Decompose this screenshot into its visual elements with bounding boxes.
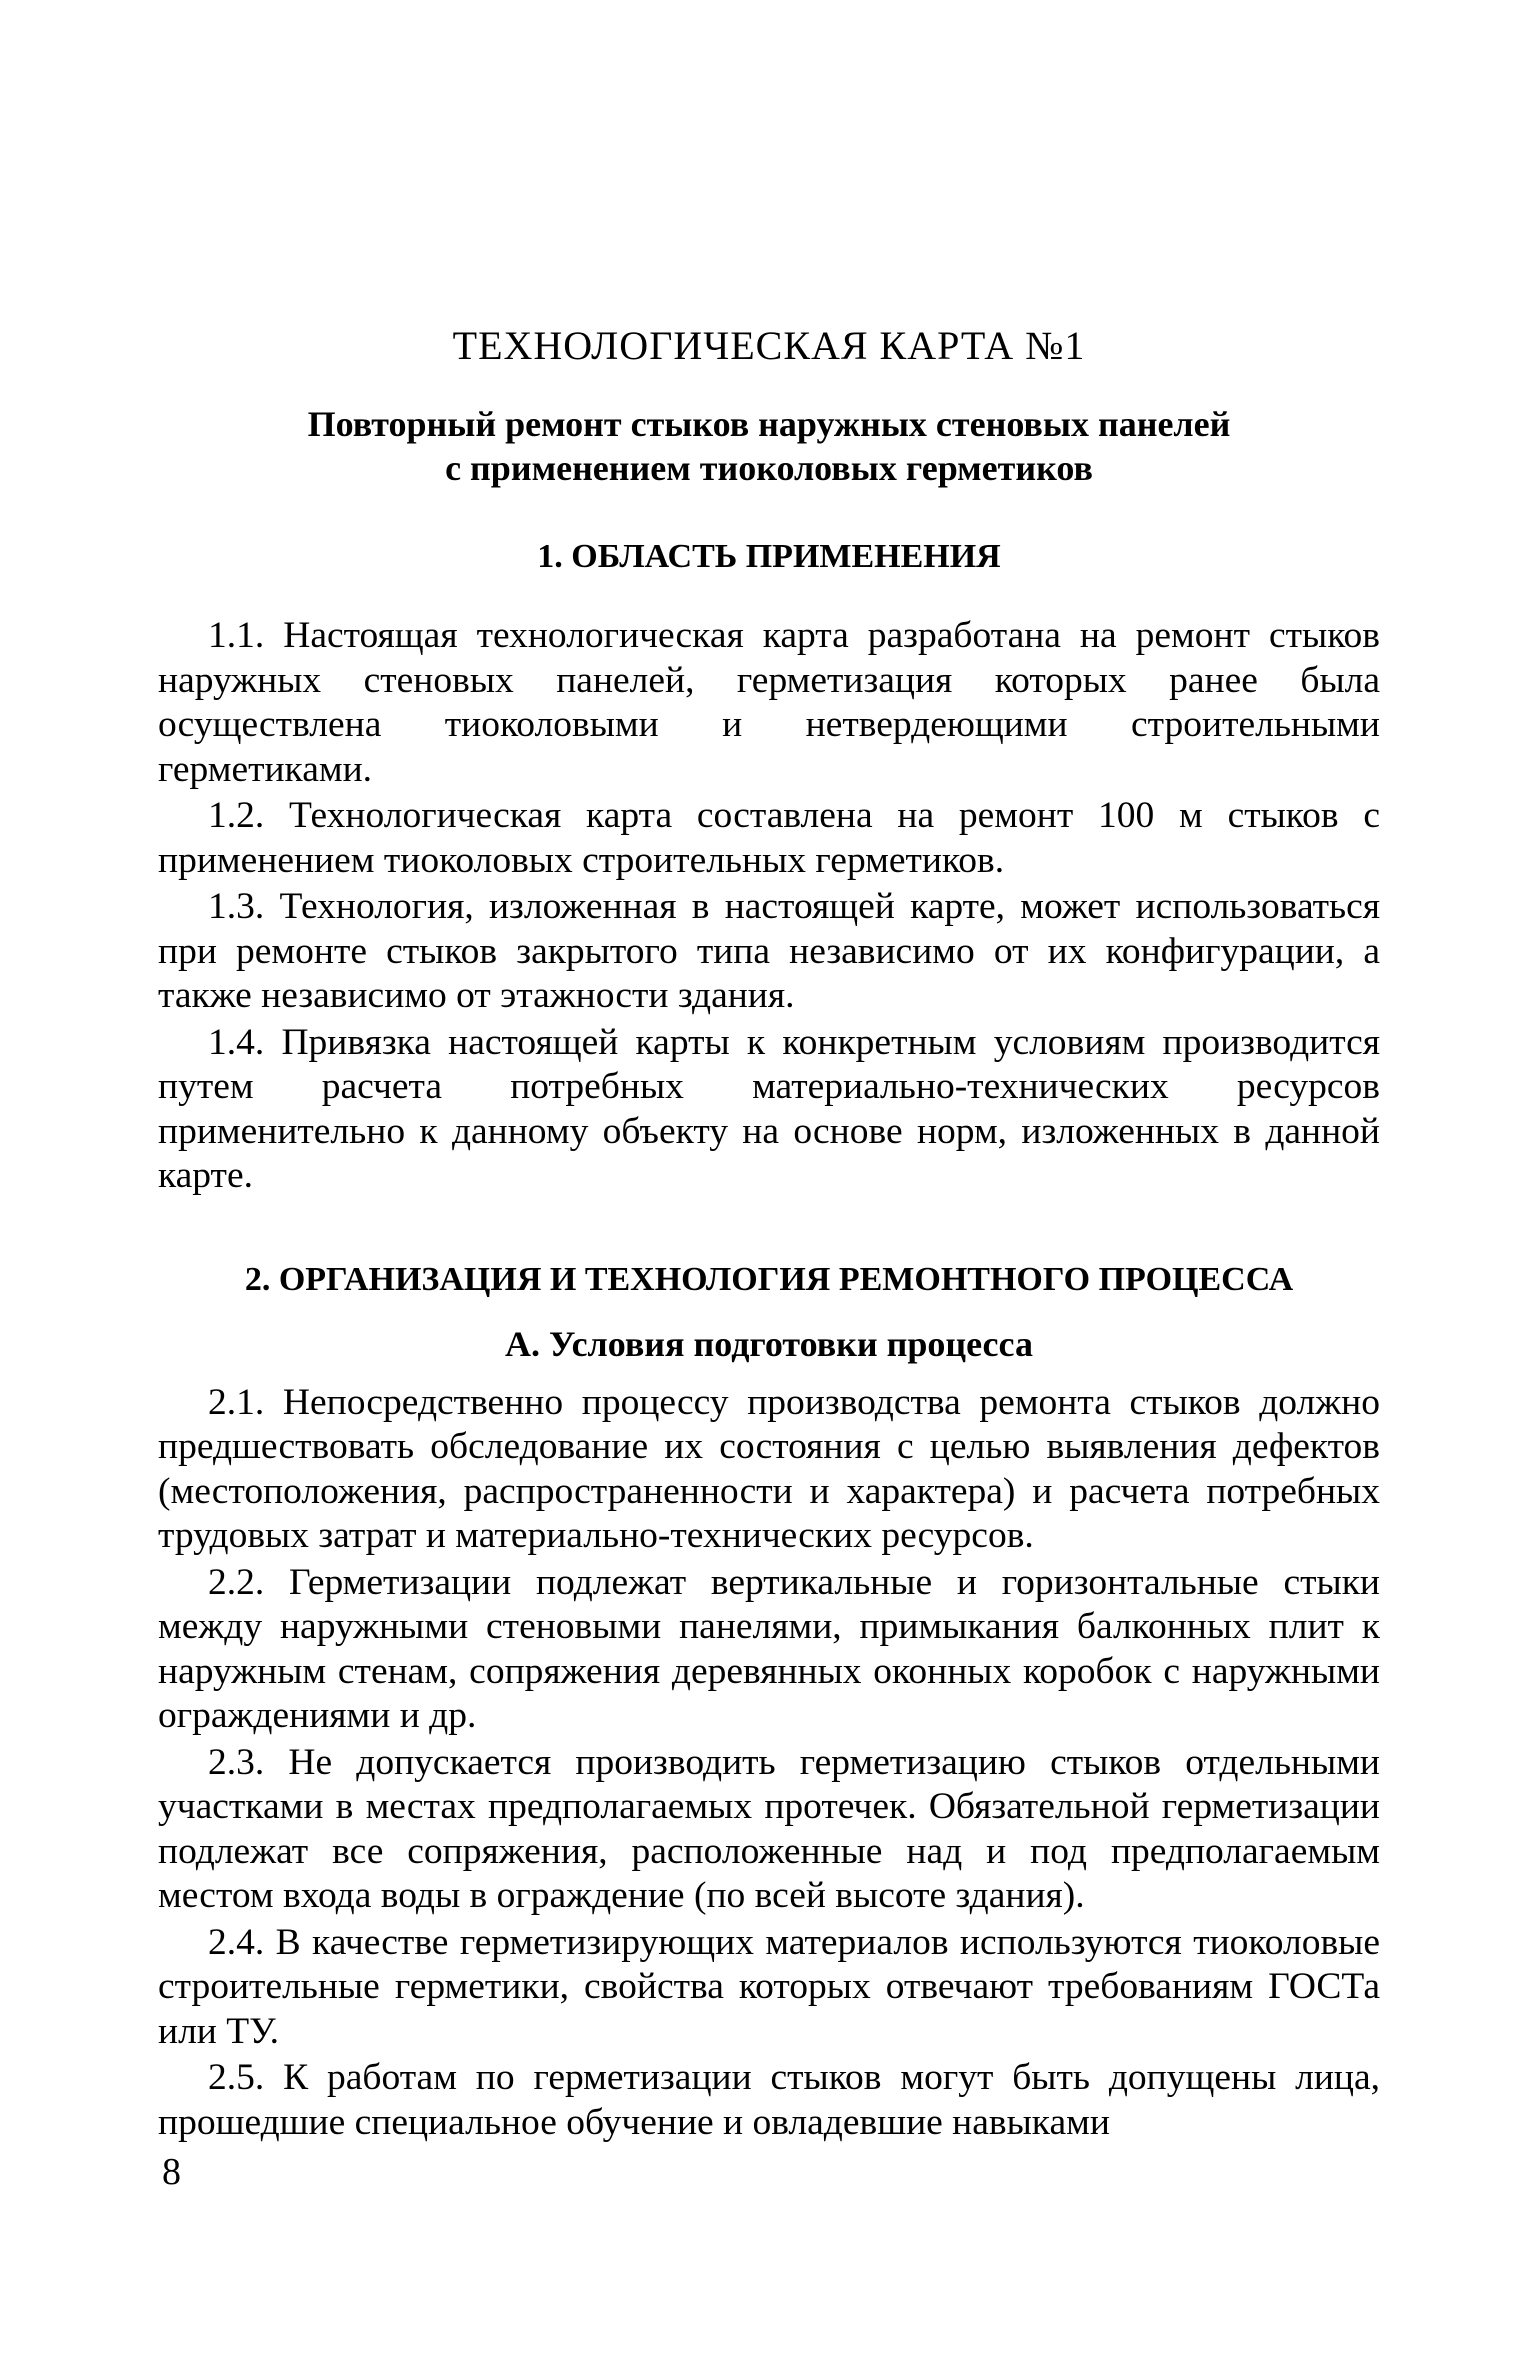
paragraph-2-3: 2.3. Не допускается производить герметизацию стыков отдельными участками в местах предполагаемых протечек. Обязательной герметизации подлежат все сопряжения, расположенные над и под предполагаемым местом входа воды в ограждение (по всей высоте здания). [158, 1741, 1380, 1916]
section-1-heading: 1. ОБЛАСТЬ ПРИМЕНЕНИЯ [537, 538, 1001, 575]
paragraph-1-1: 1.1. Настоящая технологическая карта разработана на ремонт стыков наружных стеновых панелей, герметизация которых ранее была осуществлена тиоколовыми и нетвердеющими строительными герметиками. [158, 615, 1380, 790]
page-number: 8 [162, 2151, 181, 2193]
subtitle-line-1: Повторный ремонт стыков наружных стеновых панелей [307, 404, 1231, 444]
paragraph-1-3: 1.3. Технология, изложенная в настоящей карте, может использоваться при ремонте стыков закрытого типа независимо от их конфигурации, а также независимо от этажности здания. [158, 886, 1380, 1016]
paragraph-1-2: 1.2. Технологическая карта составлена на ремонт 100 м стыков с применением тиоколовых строительных герметиков. [158, 795, 1380, 881]
section-2-heading: 2. ОРГАНИЗАЦИЯ И ТЕХНОЛОГИЯ РЕМОНТНОГО ПРОЦЕССА [244, 1260, 1294, 1298]
document-title: ТЕХНОЛОГИЧЕСКАЯ КАРТА №1 [452, 323, 1086, 368]
document-page [158, 320, 1380, 2147]
paragraph-2-5: 2.5. К работам по герметизации стыков могут быть допущены лица, прошедшие специальное обучение и овладевшие навыками [158, 2057, 1380, 2143]
paragraph-1-4: 1.4. Привязка настоящей карты к конкретным условиям производится путем расчета потребных материально-технических ресурсов применительно к данному объекту на основе норм, изложенных в данной карте. [158, 1021, 1380, 1196]
paragraph-2-1: 2.1. Непосредственно процессу производства ремонта стыков должно предшествовать обследование их состояния с целью выявления дефектов (местоположения, распространенности и характера) и расчета потребных трудовых затрат и материально-технических ресурсов. [158, 1381, 1380, 1556]
document-subtitle [158, 402, 1380, 490]
paragraph-2-4: 2.4. В качестве герметизирующих материалов используются тиоколовые строительные герметики, свойства которых отвечают требованиям ГОСТа или ТУ. [158, 1921, 1380, 2052]
section-2-subheading: А. Условия подготовки процесса [505, 1323, 1033, 1364]
subtitle-line-2: с применением тиоколовых герметиков [445, 448, 1093, 488]
paragraph-2-2: 2.2. Герметизации подлежат вертикальные и горизонтальные стыки между наружными стеновыми панелями, примыкания балконных плит к наружным стенам, сопряжения деревянных оконных коробок с наружными ограждениями и др. [158, 1561, 1380, 1736]
